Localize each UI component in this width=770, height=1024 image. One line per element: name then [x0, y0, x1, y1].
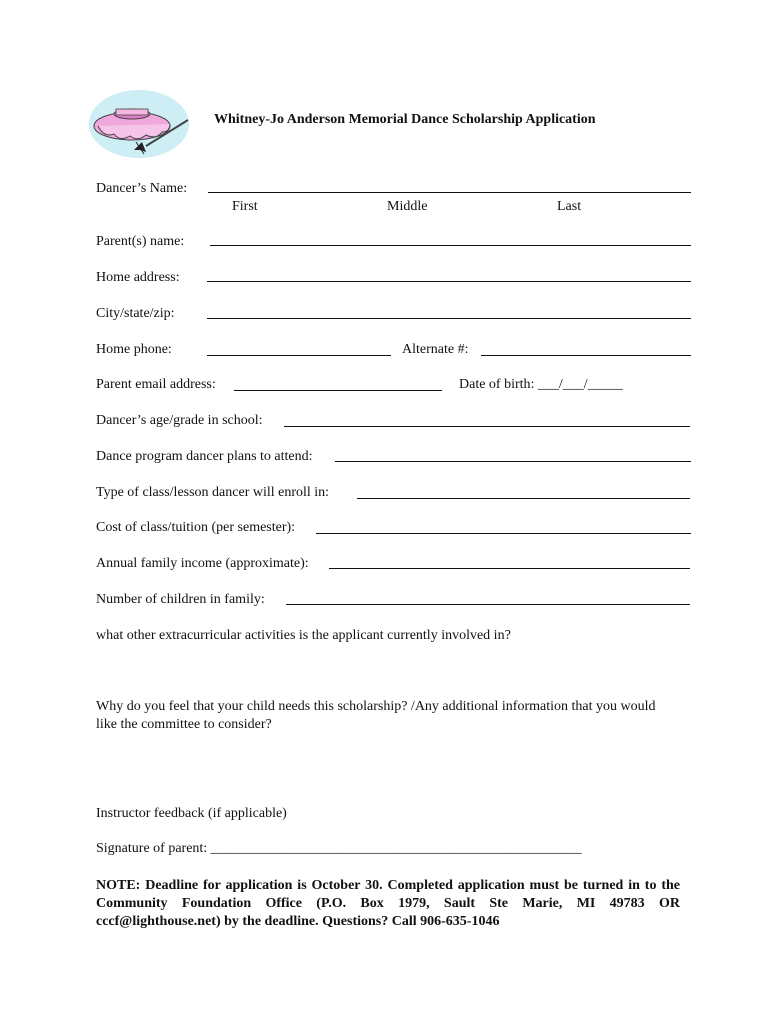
dance-program-label: Dance program dancer plans to attend: — [96, 449, 313, 464]
parent-email-label: Parent email address: — [96, 377, 216, 392]
city-state-zip-field[interactable] — [207, 318, 691, 319]
income-field[interactable] — [329, 568, 690, 569]
instructor-feedback-label: Instructor feedback (if applicable) — [96, 806, 287, 821]
age-grade-label: Dancer’s age/grade in school: — [96, 413, 263, 428]
city-state-zip-label: City/state/zip: — [96, 306, 175, 321]
home-address-field[interactable] — [207, 281, 691, 282]
age-grade-field[interactable] — [284, 426, 690, 427]
date-of-birth-field[interactable]: Date of birth: ___/___/_____ — [459, 377, 623, 392]
dance-program-field[interactable] — [335, 461, 691, 462]
parent-email-field[interactable] — [234, 390, 442, 391]
signature-field[interactable]: Signature of parent: _____________________________________________________ — [96, 841, 582, 856]
cost-field[interactable] — [316, 533, 691, 534]
class-type-field[interactable] — [357, 498, 690, 499]
extracurricular-question: what other extracurricular activities is the applicant currently involved in? — [96, 628, 511, 643]
parent-name-field[interactable] — [210, 245, 691, 246]
deadline-note: NOTE: Deadline for application is October 30. Completed application must be turned in to the Community Foundation Office (P.O. Box 1979, Sault Ste Marie, MI 49783 OR cccf@lighthouse.net) by the deadline. Questions? Call 906-635-1046 — [96, 878, 680, 929]
first-name-caption: First — [232, 199, 258, 214]
home-address-label: Home address: — [96, 270, 180, 285]
cost-label: Cost of class/tuition (per semester): — [96, 520, 296, 535]
class-type-label: Type of class/lesson dancer will enroll in: — [96, 485, 330, 500]
why-need-question: Why do you feel that your child needs this scholarship? /Any additional information that you would like the committee to consider? — [96, 699, 656, 732]
home-phone-field[interactable] — [207, 355, 391, 356]
page-title: Whitney-Jo Anderson Memorial Dance Scholarship Application — [214, 112, 596, 127]
children-field[interactable] — [286, 604, 690, 605]
dancer-name-label: Dancer’s Name: — [96, 181, 188, 196]
income-label: Annual family income (approximate): — [96, 556, 309, 571]
tutu-with-wand-icon — [84, 80, 194, 162]
dancer-name-field[interactable] — [208, 192, 691, 193]
alternate-phone-label: Alternate #: — [402, 342, 469, 357]
children-label: Number of children in family: — [96, 592, 265, 607]
alternate-phone-field[interactable] — [481, 355, 691, 356]
last-name-caption: Last — [557, 199, 582, 214]
middle-name-caption: Middle — [387, 199, 428, 214]
home-phone-label: Home phone: — [96, 342, 172, 357]
parent-name-label: Parent(s) name: — [96, 234, 185, 249]
